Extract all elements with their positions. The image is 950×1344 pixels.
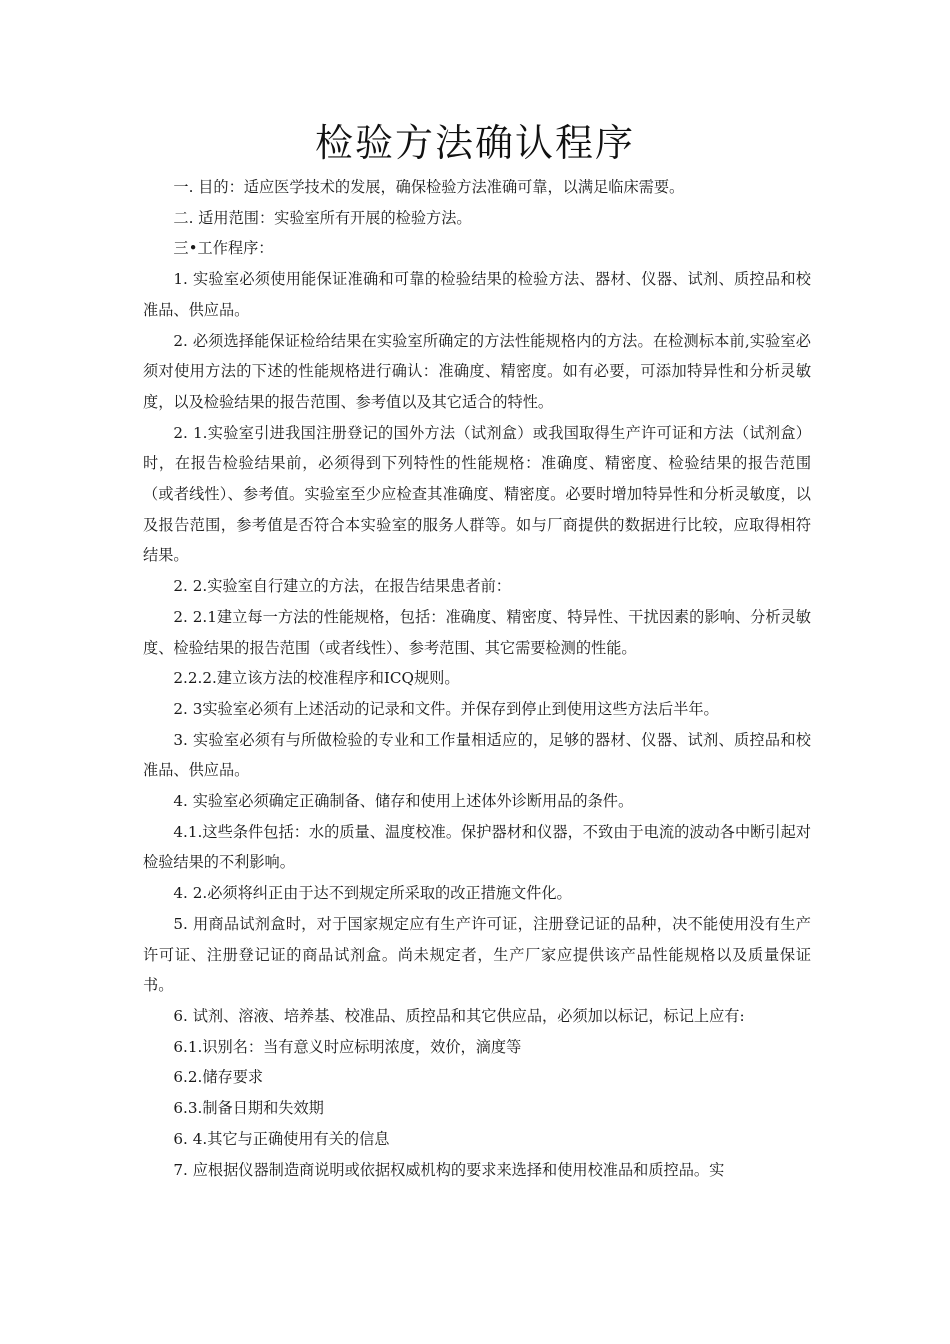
paragraph-1: 1. 实验室必须使用能保证准确和可靠的检验结果的检验方法、器材、仪器、试剂、质控品和校准品、供应品。 — [143, 270, 811, 319]
paragraph-6-2: 6.2.储存要求 — [173, 1068, 264, 1087]
page-title: 检验方法确认程序 — [314, 121, 635, 165]
paragraph-2-3: 2. 3实验室必须有上述活动的记录和文件。并保存到停止到使用这些方法后半年。 — [173, 699, 719, 718]
paragraph-2-2-2: 2.2.2.建立该方法的校准程序和ICQ规则。 — [173, 669, 460, 688]
paragraph-2-1: 2. 1.实验室引进我国注册登记的国外方法（试剂盒）或我国取得生产许可证和方法（试剂盒）时，在报告检验结果前，必须得到下列特性的性能规格：准确度、精密度、检验结果的报告范围（或者线性）、参考值。实验室至少应检查其准确度、精密度。必要时增加特异性和分析灵敏度，以及报告范围，参考值是否符合本实验室的服务人群等。如与厂商提供的数据进行比较，应取得相符结果。 — [143, 423, 811, 565]
paragraph-procedure-heading: 三•工作程序： — [173, 239, 274, 258]
paragraph-3: 3. 实验室必须有与所做检验的专业和工作量相适应的，足够的器材、仪器、试剂、质控品和校准品、供应品。 — [143, 730, 811, 780]
paragraph-6-4: 6. 4.其它与正确使用有关的信息 — [173, 1129, 390, 1148]
paragraph-scope: 二. 适用范围：实验室所有开展的检验方法。 — [173, 208, 472, 227]
paragraph-4: 4. 实验室必须确定正确制备、储存和使用上述体外诊断用品的条件。 — [173, 792, 634, 811]
paragraph-5: 5. 用商品试剂盒时，对于国家规定应有生产许可证，注册登记证的品种，决不能使用没有生产许可证、注册登记证的商品试剂盒。尚未规定者，生产厂家应提供该产品性能规格以及质量保证书。 — [143, 914, 811, 995]
paragraph-2: 2. 必须选择能保证检给结果在实验室所确定的方法性能规格内的方法。在检测标本前,实验室必须对使用方法的下述的性能规格进行确认：准确度、精密度。如有必要，可添加特异性和分析灵敏度，以及检验结果的报告范围、参考值以及其它适合的特性。 — [143, 331, 811, 411]
paragraph-7: 7. 应根据仪器制造商说明或依据权威机构的要求来选择和使用校准品和质控品。实 — [173, 1160, 725, 1179]
paragraph-6-1: 6.1.识别名：当有意义时应标明浓度，效价，滴度等 — [173, 1037, 522, 1056]
paragraph-4-2: 4. 2.必须将纠正由于达不到规定所采取的改正措施文件化。 — [173, 884, 572, 903]
paragraph-purpose: 一. 目的：适应医学技术的发展，确保检验方法准确可靠，以满足临床需要。 — [173, 178, 685, 196]
paragraph-2-2-1: 2. 2.1建立每一方法的性能规格，包括：准确度、精密度、特异性、干扰因素的影响、分析灵敏度、检验结果的报告范围（或者线性）、参考范围、其它需要检测的性能。 — [143, 607, 811, 657]
document-body — [143, 172, 811, 1185]
paragraph-2-2: 2. 2.实验室自行建立的方法，在报告结果患者前： — [173, 577, 511, 596]
paragraph-4-1: 4.1.这些条件包括：水的质量、温度校准。保护器材和仪器，不致由于电流的波动各中断引起对检验结果的不利影响。 — [143, 822, 811, 872]
paragraph-6-3: 6.3.制备日期和失效期 — [173, 1099, 324, 1118]
paragraph-6: 6. 试剂、溶液、培养基、校准品、质控品和其它供应品，必须加以标记，标记上应有: — [173, 1006, 745, 1025]
